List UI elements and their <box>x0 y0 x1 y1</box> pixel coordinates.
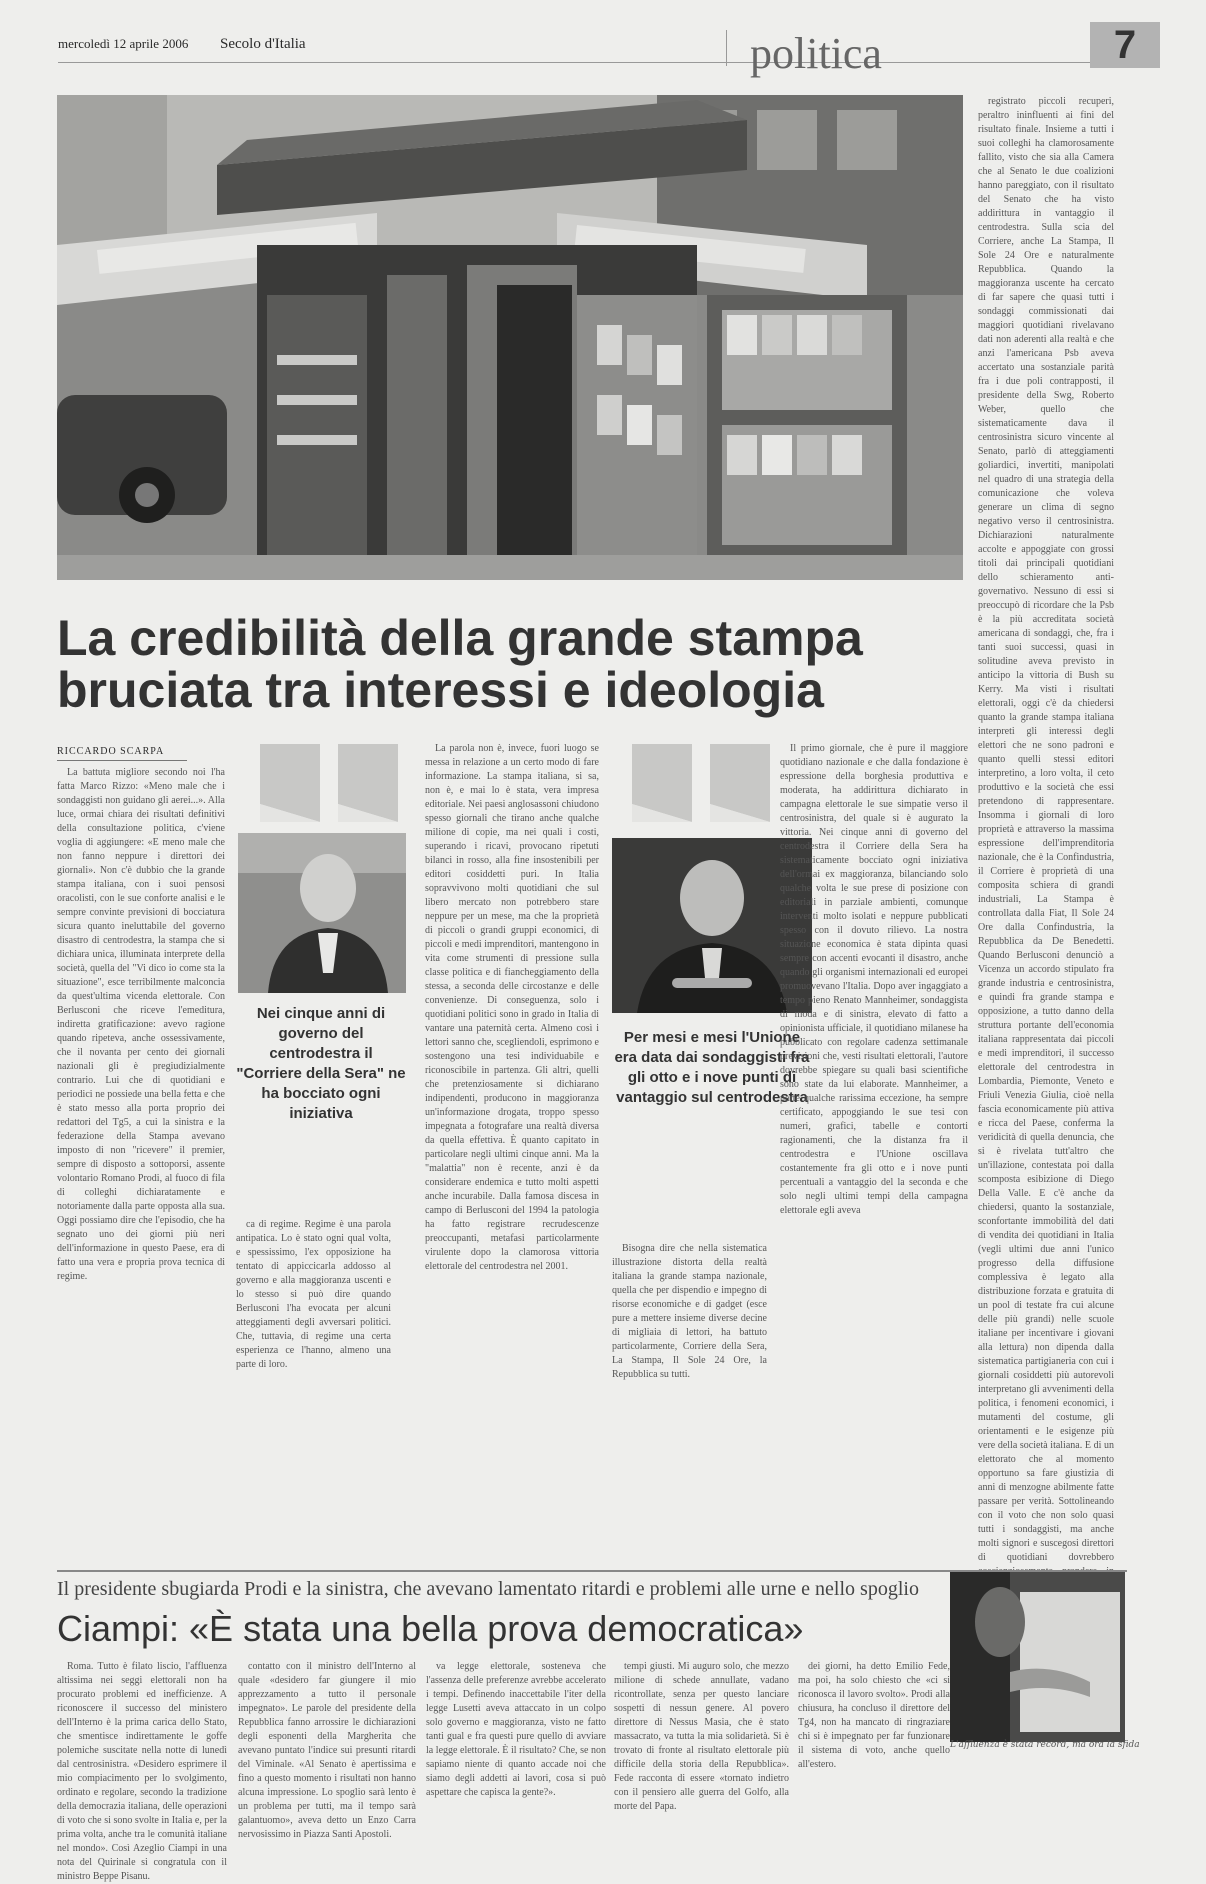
publication-name: Secolo d'Italia <box>220 36 306 52</box>
article-paragraph: tempi giusti. Mi auguro solo, che mezzo milione di schede annullate, vadano ricontrollate, senza per questo lanciare sospetti di nessun genere. Al povero direttore di Nessus Masia, che è stato massacrato, va tutta la mia solidarietà. Si è trovato di fronte al risultato elettorale più difficile della storia della Repubblica». Fede racconta di essere «tornato indietro con il pensiero alle guerra del Golfo, alla morte del Papa. <box>614 1661 789 1812</box>
article-paragraph: Bisogna dire che nella sistematica illustrazione distorta della realtà italiana la grande stampa nazionale, quella che per dispendio e impegno di risorse economiche e di gadget (esce pure a mettere insieme diverse decine di migliaia di lettori, ha battuto particolarmente, Corriere della Sera, La Stampa, Il Sole 24 Ore, la Repubblica su tutti. <box>612 1243 767 1380</box>
article-paragraph: La battuta migliore secondo noi l'ha fatta Marco Rizzo: «Meno male che i sondaggisti non guidano gli aerei...». Alla luce, ormai chiara dei risultati definitivi della consultazione politica, c'viene voglia di aggiungere: «E meno male che non fanno neppure i direttori dei giornali». Non c'è dubbio che la grande stampa italiana, con i suoi pensosi oracolisti, con le sue conforte analisi e le sempre convinte previsioni di bocciatura sicura quanto ineluttabile del governo disastro di centrodestra, la stampa che si dichiara unica, illuminata interprete della società, quella del "Vi dico io come sta la situazione", esce terribilmente malconcia da quest'ultima vicenda elettorale. Con Berlusconi che riceve l'emeditura, indiretta gratificazione: avevo ragione quando ripeteva, anche ossessivamente, che il novanta per cento dei giornali nazionali gli è pregiudizialmente contrario. Lui che di quotidiani e periodici ne possiede una bella fetta e che è stato messo alla porta proprio dei redattori del Tg5, a cui la sinistra e la federazione della Stampa avevano imposto di non "ricevere" il premier, sempre di disposto a sottoporsi, assente volontario Romano Prodi, al fuoco di fila di colleghi dichiaratamente e notoriamente dalla parte opposta alla sua. Oggi possiamo dire che l'episodio, che ha segnato uno dei giorni più neri dell'informazione in questo Paese, era di fatto una vera e propria prova tecnica di regime. <box>57 767 225 1282</box>
article-paragraph: Roma. Tutto è filato liscio, l'affluenza altissima nei seggi elettorali non ha procurato problemi ed inefficienze. A riconoscere il successo del ministero dell'Interno è la prima carica dello Stato, che smentisce indirettamente le goffe polemiche suscitate nella notte di lunedì dal centrosinistra. «Desidero esprimere il mio compiacimento per lo svolgimento, ordinato e regolare, secondo la tradizione della democrazia italiana, delle operazioni di voto che si sono svolte in Italia e, per la prima volta, anche tra le comunità italiane nel mondo». Così Azeglio Ciampi in una nota del Quirinale si congratula con il ministro Beppe Pisanu. <box>57 1661 227 1882</box>
page-number-box <box>1090 22 1160 68</box>
article-column-5 <box>780 742 968 1558</box>
article-paragraph: ca di regime. Regime è una parola antipatica. Lo è stato ogni qual volta, e spessissimo, l'ex opposizione ha tentato di appiccicarla addosso al governo e alla maggioranza uscenti e lo stesso si può dire quando Berlusconi l'ha evocata per alcuni atteggiamenti degli avversari politici. Che, tuttavia, di regime una certa esperienza ce l'hanno, almeno una parte di loro. <box>236 1219 391 1370</box>
open-quote-icon <box>260 744 400 822</box>
article-column-4 <box>612 1242 767 1558</box>
article-paragraph: Il primo giornale, che è pure il maggiore quotidiano nazionale e che dalla fondazione è espressione della borghesia produttiva e moderata, ha addirittura dichiarato in campagna elettorale le sue simpatie verso il centrosinistra, del quale si è augurato la vittoria. Nei cinque anni di governo del centrodestra il Corriere della Sera ha sistematicamente bocciato ogni iniziativa dell'ormai ex maggioranza, bilanciando solo qualche volta le sue prese di posizione con editoriali in parziale ambienti, comunque interventi molto isolati e neppure pubblicati spesso con il dovuto rilievo. La nostra situazione economica è stata dipinta quasi sempre con accenti evocanti il disastro, anche quando gli organismi internazionali ed europei promuovevano l'Italia. Dopo aver ingaggiato a tempo pieno Renato Mannheimer, sondaggista di moda e di sinistra, elevato di fatto a opinionista ufficiale, il quotidiano milanese ha pubblicato con regolare cadenza settimanale previsioni che, vesti risultati elettorali, l'autore dovrebbe spiegare su quali basi scientifiche sono state da lui elaborate. Mannheimer, a parte qualche rarissima eccezione, ha sempre certificato, appoggiando le sue tesi con numeri, grafici, tabelle e contorti ragionamenti, che la distanza fra il centrodestra e l'Unione oscillava costantemente fra gli otto e i nove punti percentuali a vantaggio del la seconda e che solo negli ultimi tempi della campagna elettorale egli aveva <box>780 743 968 1216</box>
article-paragraph: va legge elettorale, sosteneva che l'assenza delle preferenze avrebbe accelerato i tempi. Definendo inaccettabile l'iter della legge Lusetti aveva attaccato in un colpo solo governo e maggioranza, visto ne fatto tanti gual e fra questi pure quello di avviare la legge elettorale. È il risultato? Che, se non sapiamo niente di quanto accade noi che siamo degli addetti ai lavori, cosa si può aspettare che capisca la gente?». <box>426 1661 606 1798</box>
open-quote-icon <box>632 744 772 822</box>
page-number: 7 <box>1113 23 1137 67</box>
portrait-photo-man-1 <box>238 833 406 993</box>
article-paragraph: registrato piccoli recuperi, peraltro ininfluenti ai fini del risultato finale. Insieme a tutti i suoi colleghi ha clamorosamente fallito, visto che sia alla Camera che al Senato le due coalizioni hanno pareggiato, con il risultato del Senato che ha visto addirittura in vantaggio il centrodestra. Sulla scia del Corriere, anche La Stampa, Il Sole 24 Ore e naturalmente Repubblica. Quando la maggioranza uscente ha cercato di far sapere che quasi tutti i sondaggi commissionati dai maggiori quotidiani rivelavano dati non aderenti alla realtà e che anzi l'americana Psb aveva accertato una sostanziale parità fra i due poli contrapposti, il presidente della Swg, Roberto Weber, quello che sistematicamente dava il centrosinistra sicuro vincente al Senato, parlò di atteggiamenti goliardici, invertiti, manipolati nel quadro di una strategia della comunicazione che voleva generare un clima di segno negativo verso il centrosinistra. Dichiarazioni naturalmente accolte e appoggiate con grossi titoli dai principali quotidiani dello schieramento anti-governativo. Nessuno di essi si preoccupò di ricordare che la Psb è la più accreditata società americana di sondaggi, che, fra i tanti suoi successi, quasi in solitudine aveva previsto in anticipo la vittoria di Bush su Kerry. Ma visti i risultati elettorali, oggi c'è da chiedersi quanto la grande stampa italiana interpreti gli interessi degli elettori che ne sono padroni e quanto quelli stessi editori interpretino, a loro volta, il ceto produttivo e la società che essi pretendono di rappresentare. Insomma i giornali di loro proprietà e attraverso la massima espressione dell'imprenditoria nazionale, che è la Confindustria, il Corriere è proprietà di una composita schiera di grandi industriali, La Stampa è controllata dalla Fiat, Il Sole 24 Ore dalla Confindustria, la Repubblica da De Benedetti. Quando Berlusconi denunciò a Vicenza un accordo stipulato fra grande industria e centrosinistra, e quindi fra grande stampa e opposizione, a tutto danno della struttura portante dell'economia italiana rappresentata dai piccoli e medi imprenditori, il successo elettorale del centrodestra in Lombardia, Piemonte, Veneto e Friuli Venezia Giulia, cioè nella fascia economicamente più attiva e ricca del Paese, conferma la veridicità di quella denuncia, che si è rivelata tutt'altro che un'illazione, contestata poi dalla scomposta esibizione di Diego Della Valle. E c'è anche da chiedersi, quanto la sostanziale, sconfortante immobilità del dati di vendita dei quotidiani in Italia (vegli ultimi due anni l'unico progresso della diffusione complessiva è legato alla distribuzione forzata e gratuita di un pool di testate fra cui alcune delle più grandi) nelle scuole italiane per incentivare i giovani alla lettura) non dipenda dalla sistematica partigianeria con cui i giornali cosiddetti più autorevoli interpretano gli avvenimenti della politica, i fenomeni economici, i mutamenti del costume, gli orientamenti e le esigenze più vere della società italiana. E di un elettorato che al momento opportuno sa fare giustizia di anni di menzogne abilmente fatte passare per verità. Sottolineando con il voto che non solo quasi tutti i sondaggisti, ma anche molti signori e suscegosi direttori di quotidiani dovrebbero <box>978 96 1114 1563</box>
article-column-3 <box>425 742 599 1558</box>
secondary-column-4 <box>614 1660 789 1812</box>
article-column-1 <box>57 766 225 1282</box>
pull-quote: Nei cinque anni di governo del centrodestra il "Corriere della Sera" ne ha bocciato ogni iniziativa <box>236 1005 406 1122</box>
article-headline: La credibilità della grande stampa bruciata tra interessi e ideologia <box>57 610 863 718</box>
issue-date: mercoledì 12 aprile 2006 <box>58 36 189 51</box>
secondary-column-1 <box>57 1660 227 1882</box>
article-kicker: Il presidente sbugiarda Prodi e la sinistra, che avevano lamentato ritardi e problemi alle urne e nello spoglio <box>57 1578 919 1600</box>
newsstand-photo <box>57 95 963 580</box>
article-paragraph: dei giorni, ha detto Emilio Fede, ma poi, ha solo chiesto che «ci si riconosca il lavoro svolto». Prodi alla chiusura, ha concluso il direttore del Tg4, non ha mancato di ringraziare chi si è impegnato per far funzionare il sistema di voto, anche quello all'estero. <box>798 1661 950 1770</box>
section-title: politica <box>750 29 882 78</box>
ballot-photo <box>950 1572 1125 1742</box>
article-column-right <box>978 95 1114 1563</box>
article-headline-secondary: Ciampi: «È stata una bella prova democratica» <box>57 1608 804 1649</box>
secondary-column-5 <box>798 1660 950 1770</box>
byline: RICCARDO SCARPA <box>57 746 165 757</box>
article-paragraph: contatto con il ministro dell'Interno al quale «desidero far giungere il mio apprezzamento a tutto il personale impegnato». Le parole del presidente della Repubblica fanno arrossire le dichiarazioni degli esponenti della Margherita che avevano puntato l'indice sui presunti ritardi del Viminale. «Al Senato è apertissima e fino a questo momento i risultati non hanno alcuna impressione. Lo spoglio sarà lento è un problema per tutti, ma il tempo sarà galantuomo», aveva detto un Enzo Carra nervosissimo in Piazza Santi Apostoli. <box>238 1661 416 1840</box>
byline-rule <box>57 760 187 761</box>
header-separator <box>726 30 727 66</box>
photo-caption: L'affluenza è stata record, ma ora la sfida <box>950 1740 1140 1750</box>
article-column-2 <box>236 1218 391 1558</box>
pull-quote: Per mesi e mesi l'Unione era data dai sondaggisti fra gli otto e i nove punti di vantaggio sul centrodestra <box>614 1029 810 1106</box>
header-rule <box>58 62 1128 63</box>
secondary-column-2 <box>238 1660 416 1840</box>
secondary-column-3 <box>426 1660 606 1798</box>
article-paragraph: La parola non è, invece, fuori luogo se messa in relazione a un certo modo di fare informazione. La stampa italiana, si sa, non è, e mai lo è stata, vera impresa editoriale. Nei paesi anglosassoni chiudono spesso giornali che tirano anche qualche milione di copie, ma nei quali i costi, superando i ricavi, provocano ripetuti bilanci in rosso, alla fine insostenibili per editori cosiddetti puri. In Italia sopravvivono molti quotidiani che sul libero mercato non potrebbero stare neppure per un mese, ma che la proprietà di piccoli o grandi gruppi economici, di piccoli e medi imprenditori, mantengono in vita come strumenti di pressione sulla classe politica e di fiancheggiamento della stessa, a seconda delle circostanze e delle convenienze. Di conseguenza, solo i quotidiani politici sono in grado in Italia di vantare una paternità certa. Almeno così i lettori sanno che, scegliendoli, esprimono e sostengono una tesi individuabile e riconoscibile in partenza. Gli altri, quelli che pretenziosamente si dichiarano indipendenti, producono in maggioranza un'informazione drogata, troppo spesso impegnata a fotografare una realtà diversa da quella effettiva. È quanto capitato in particolare negli ultimi cinque anni. Ma la "malattia" non è recente, anzi è da considerare endemica e tutto molti aspetti anche incurabile. Dalla famosa discesa in campo di Berlusconi del 1994 la patologia ha fatto registrare recrudescenze preoccupanti, metafasi particolarmente virulente dopo la clamorosa vittoria elettorale del centrodestra nel 2001. <box>425 743 599 1272</box>
